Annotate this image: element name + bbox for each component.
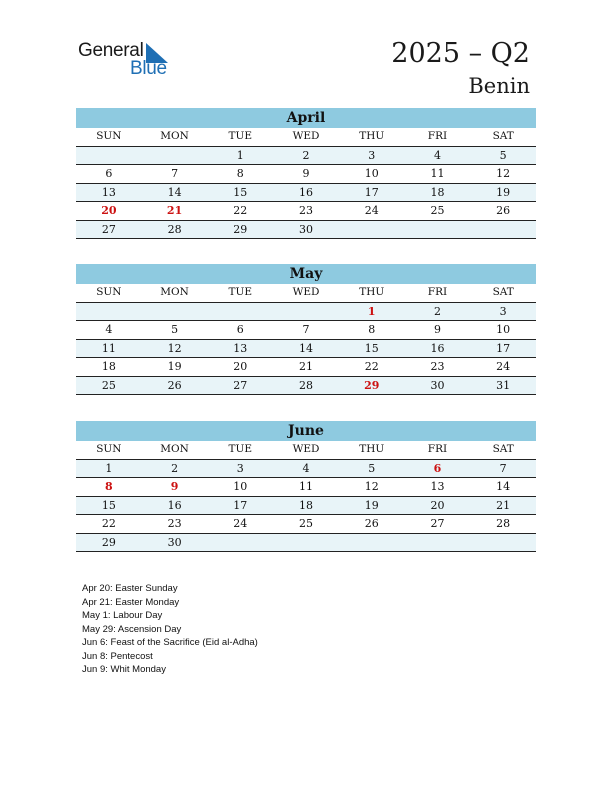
holiday-note: Jun 9: Whit Monday [82, 664, 166, 675]
day-cell: 19 [167, 360, 182, 373]
empty-day-cell [470, 534, 536, 552]
weekday-label: FRI [427, 286, 448, 298]
day-cell: 16 [167, 498, 182, 512]
empty-day-cell [273, 303, 339, 321]
day-cell: 7 [171, 167, 179, 180]
day-cell: 1 [236, 148, 244, 162]
week-row [76, 358, 536, 377]
day-cell: 12 [167, 341, 182, 355]
day-cell: 16 [299, 185, 314, 199]
weekday-label: MON [160, 130, 189, 142]
week-row [76, 221, 536, 240]
day-cell: 25 [430, 204, 445, 217]
week-row [76, 534, 536, 553]
month-may [76, 264, 536, 395]
day-cell: 12 [364, 480, 379, 493]
day-cell: 20 [101, 204, 117, 217]
day-cell: 27 [101, 222, 116, 236]
weekday-header-row [76, 441, 536, 460]
empty-day-cell [142, 303, 208, 321]
day-cell: 14 [496, 480, 511, 493]
day-cell: 30 [167, 535, 182, 549]
day-cell: 23 [167, 517, 182, 530]
day-cell: 27 [430, 517, 445, 530]
weekday-label: WED [292, 130, 320, 142]
logo-text-blue: Blue [130, 58, 167, 79]
day-cell: 28 [299, 378, 314, 392]
day-cell: 23 [430, 360, 445, 373]
day-cell: 30 [299, 222, 314, 236]
empty-day-cell [405, 534, 471, 552]
week-row [76, 165, 536, 184]
month-header: April [76, 108, 536, 128]
holiday-note: May 1: Labour Day [82, 610, 163, 621]
empty-day-cell [76, 303, 142, 321]
day-cell: 12 [496, 167, 511, 180]
day-cell: 27 [233, 378, 248, 392]
day-cell: 26 [364, 517, 379, 530]
week-row [76, 515, 536, 534]
weekday-label: THU [359, 286, 385, 298]
weekday-label: TUE [228, 130, 253, 142]
empty-day-cell [273, 534, 339, 552]
month-header: June [76, 421, 536, 441]
day-cell: 3 [236, 461, 244, 475]
month-june [76, 421, 536, 552]
weekday-label: SAT [492, 286, 514, 298]
day-cell: 11 [430, 167, 445, 180]
day-cell: 14 [299, 341, 314, 355]
holiday-notes [82, 582, 258, 677]
weekday-label: SUN [96, 286, 122, 298]
day-cell: 2 [302, 148, 310, 162]
day-cell: 5 [368, 461, 376, 475]
week-row [76, 321, 536, 340]
weekday-label: THU [359, 443, 385, 455]
week-row [76, 147, 536, 166]
week-row [76, 303, 536, 322]
day-cell: 19 [496, 185, 511, 199]
day-cell: 6 [236, 323, 244, 336]
month-header: May [76, 264, 536, 284]
day-cell: 25 [299, 517, 314, 530]
weekday-label: MON [160, 443, 189, 455]
day-cell: 21 [166, 204, 183, 217]
day-cell: 7 [499, 461, 507, 475]
day-cell: 8 [368, 323, 376, 336]
day-cell: 22 [233, 204, 248, 217]
logo-text-general: General [78, 40, 144, 61]
weekday-header-row [76, 284, 536, 303]
day-cell: 23 [299, 204, 314, 217]
empty-day-cell [405, 221, 471, 239]
day-cell: 15 [364, 341, 379, 355]
day-cell: 8 [236, 167, 244, 180]
day-cell: 16 [430, 341, 445, 355]
day-cell: 17 [364, 185, 379, 199]
day-cell: 9 [302, 167, 310, 180]
weekday-header-row [76, 128, 536, 147]
day-cell: 11 [299, 480, 314, 493]
day-cell: 2 [433, 304, 441, 318]
day-cell: 24 [496, 360, 511, 373]
day-cell: 3 [368, 148, 376, 162]
weekday-label: WED [292, 286, 320, 298]
empty-day-cell [207, 303, 273, 321]
logo [78, 40, 188, 80]
month-april [76, 108, 536, 239]
day-cell: 29 [233, 222, 248, 236]
empty-day-cell [76, 147, 142, 165]
day-cell: 10 [496, 323, 511, 336]
day-cell: 15 [101, 498, 116, 512]
day-cell: 2 [171, 461, 179, 475]
day-cell: 13 [430, 480, 445, 493]
week-row [76, 340, 536, 359]
day-cell: 22 [101, 517, 116, 530]
day-cell: 26 [496, 204, 511, 217]
day-cell: 28 [167, 222, 182, 236]
day-cell: 18 [299, 498, 314, 512]
day-cell: 24 [233, 517, 248, 530]
day-cell: 22 [364, 360, 379, 373]
weekday-label: FRI [427, 443, 448, 455]
holiday-note: Apr 20: Easter Sunday [82, 583, 178, 594]
weekday-label: MON [160, 286, 189, 298]
weekday-label: SAT [492, 130, 514, 142]
day-cell: 4 [105, 323, 113, 336]
holiday-note: Apr 21: Easter Monday [82, 596, 180, 608]
week-row [76, 497, 536, 516]
empty-day-cell [339, 221, 405, 239]
weekday-label: THU [359, 130, 385, 142]
day-cell: 10 [364, 167, 379, 180]
day-cell: 15 [233, 185, 248, 199]
day-cell: 30 [430, 378, 445, 392]
day-cell: 29 [364, 378, 380, 392]
day-cell: 28 [496, 517, 511, 530]
weekday-label: SAT [492, 443, 514, 455]
day-cell: 18 [430, 185, 445, 199]
day-cell: 19 [364, 498, 379, 512]
week-row [76, 202, 536, 221]
day-cell: 1 [105, 461, 113, 475]
day-cell: 31 [496, 378, 511, 392]
day-cell: 4 [302, 461, 310, 475]
day-cell: 6 [105, 167, 113, 180]
day-cell: 20 [430, 498, 445, 512]
day-cell: 9 [433, 323, 441, 336]
day-cell: 17 [496, 341, 511, 355]
day-cell: 13 [233, 341, 248, 355]
day-cell: 21 [299, 360, 314, 373]
country-name: Benin [468, 74, 530, 98]
day-cell: 11 [101, 341, 116, 355]
day-cell: 24 [364, 204, 379, 217]
week-row [76, 377, 536, 396]
week-row [76, 460, 536, 479]
weekday-label: TUE [228, 286, 253, 298]
holiday-note: May 29: Ascension Day [82, 623, 182, 635]
day-cell: 21 [496, 498, 511, 512]
empty-day-cell [142, 147, 208, 165]
day-cell: 1 [367, 304, 376, 318]
day-cell: 5 [499, 148, 507, 162]
empty-day-cell [470, 221, 536, 239]
day-cell: 17 [233, 498, 248, 512]
page-title: 2025 – Q2 [391, 38, 530, 69]
day-cell: 7 [302, 323, 310, 336]
day-cell: 20 [233, 360, 248, 373]
day-cell: 5 [171, 323, 179, 336]
weekday-label: FRI [427, 130, 448, 142]
day-cell: 10 [233, 480, 248, 493]
day-cell: 26 [167, 378, 182, 392]
week-row [76, 478, 536, 497]
day-cell: 8 [105, 480, 113, 493]
week-row [76, 184, 536, 203]
day-cell: 14 [167, 185, 182, 199]
weekday-label: SUN [96, 443, 122, 455]
day-cell: 25 [101, 378, 116, 392]
holiday-note: Jun 8: Pentecost [82, 650, 153, 662]
day-cell: 18 [101, 360, 116, 373]
day-cell: 29 [101, 535, 116, 549]
day-cell: 3 [499, 304, 507, 318]
weekday-label: TUE [228, 443, 253, 455]
empty-day-cell [207, 534, 273, 552]
empty-day-cell [339, 534, 405, 552]
day-cell: 13 [101, 185, 116, 199]
day-cell: 4 [433, 148, 441, 162]
weekday-label: SUN [96, 130, 122, 142]
weekday-label: WED [292, 443, 320, 455]
day-cell: 9 [170, 480, 179, 493]
holiday-note: Jun 6: Feast of the Sacrifice (Eid al-Adha) [82, 637, 258, 648]
day-cell: 6 [433, 461, 442, 475]
